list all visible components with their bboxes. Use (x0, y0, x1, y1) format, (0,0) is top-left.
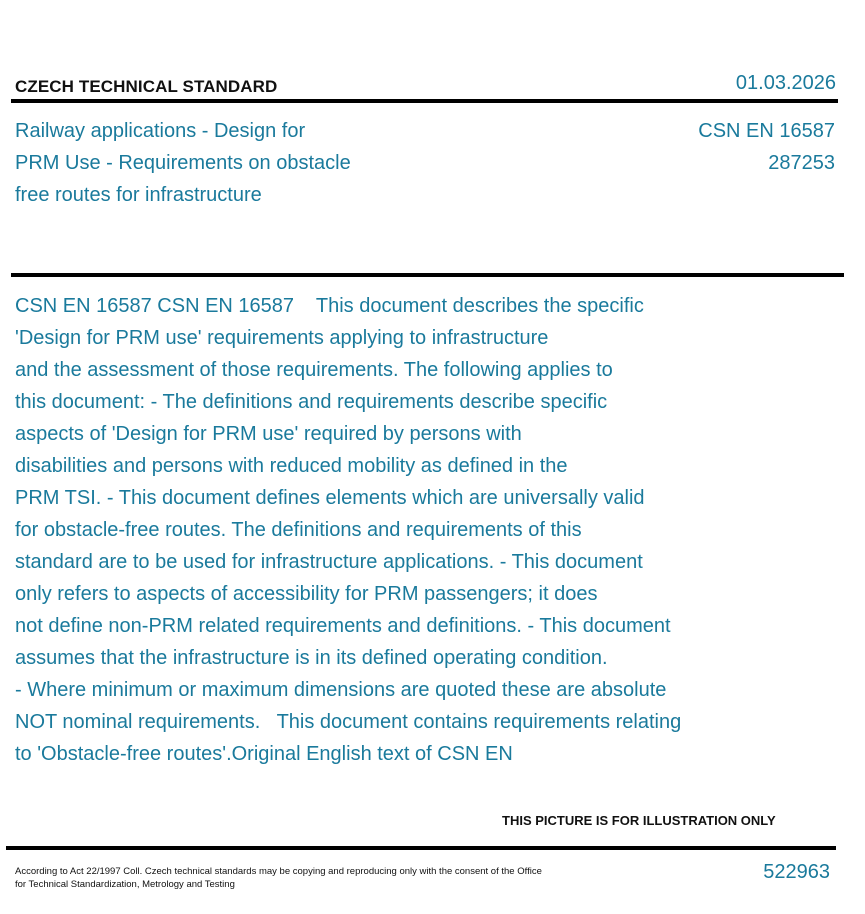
header-divider (11, 99, 838, 103)
abstract-line: and the assessment of those requirements. The following applies to (15, 359, 613, 381)
classification-number: 287253 (768, 152, 835, 174)
standard-title (15, 115, 435, 211)
abstract-line: to 'Obstacle-free routes'.Original English text of CSN EN (15, 743, 513, 765)
illustration-notice: THIS PICTURE IS FOR ILLUSTRATION ONLY (502, 813, 776, 828)
abstract-line: only refers to aspects of accessibility for PRM passengers; it does (15, 583, 598, 605)
title-divider (11, 273, 844, 277)
legal-notice (15, 865, 615, 891)
abstract-line: 'Design for PRM use' requirements applying to infrastructure (15, 327, 549, 349)
abstract-line: standard are to be used for infrastructure applications. - This document (15, 551, 643, 573)
abstract-text (15, 290, 745, 770)
publication-date: 01.03.2026 (735, 72, 836, 94)
abstract-line: not define non-PRM related requirements and definitions. - This document (15, 615, 671, 637)
title-line: Railway applications - Design for (15, 120, 306, 142)
abstract-line: - Where minimum or maximum dimensions are quoted these are absolute (15, 679, 667, 701)
document-type-label: CZECH TECHNICAL STANDARD (15, 77, 278, 96)
title-line: free routes for infrastructure (15, 184, 262, 206)
standard-designation: CSN EN 16587 (698, 120, 835, 142)
abstract-line: assumes that the infrastructure is in its defined operating condition. (15, 647, 608, 669)
abstract-line: PRM TSI. - This document defines elements which are universally valid (15, 487, 645, 509)
abstract-line: for obstacle-free routes. The definitions and requirements of this (15, 519, 582, 541)
abstract-line: NOT nominal requirements. This document contains requirements relating (15, 711, 682, 733)
abstract-line: disabilities and persons with reduced mobility as defined in the (15, 455, 568, 477)
footer-divider (6, 846, 836, 850)
abstract-line: this document: - The definitions and requirements describe specific (15, 391, 608, 413)
legal-line: for Technical Standardization, Metrology and Testing (15, 879, 235, 890)
legal-line: According to Act 22/1997 Coll. Czech technical standards may be copying and reproducing only with the consent of the Office (15, 866, 542, 877)
title-line: PRM Use - Requirements on obstacle (15, 152, 351, 174)
standard-identifiers (698, 115, 835, 179)
document-number: 522963 (763, 861, 830, 883)
abstract-line: CSN EN 16587 CSN EN 16587 This document describes the specific (15, 295, 644, 317)
abstract-line: aspects of 'Design for PRM use' required by persons with (15, 423, 522, 445)
